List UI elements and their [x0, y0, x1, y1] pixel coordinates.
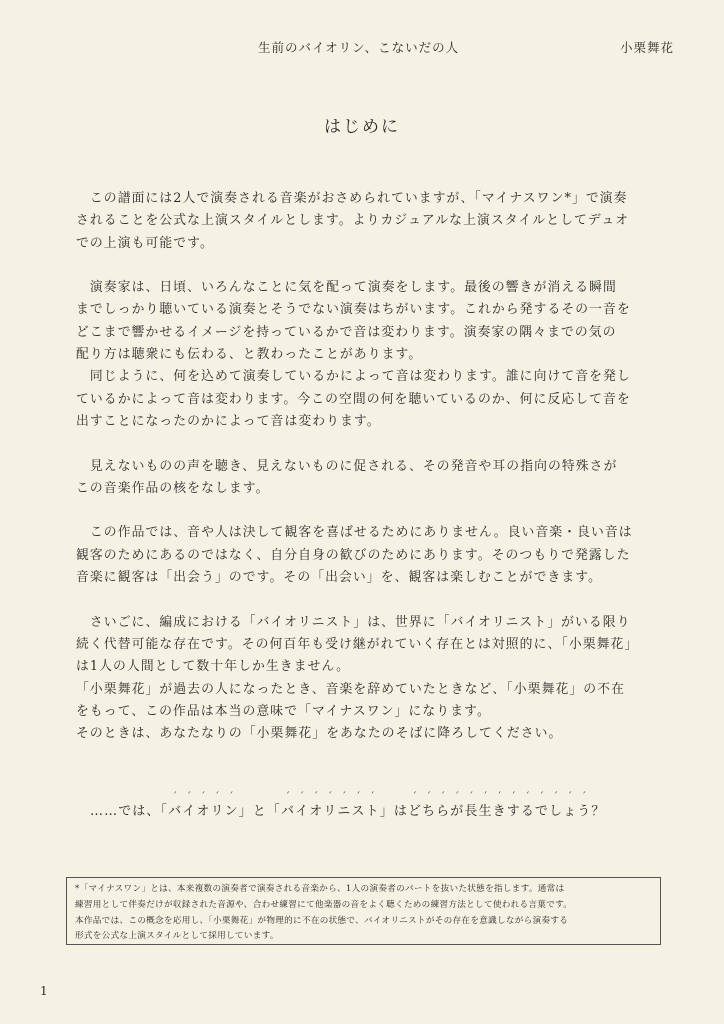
emphasized-char: ˊ イ: [295, 804, 309, 819]
body-line: 音楽に観客は「出会う」のです。その「出会い」を、観客は楽しむことができます。: [76, 570, 603, 586]
footnote-line: *「マイナスワン」とは、本来複数の演奏者で演奏される音楽から、1人の演奏者のパートを抜いた状態を指します。通常は: [75, 884, 565, 894]
footnote-line: 本作品では、この概念を応用し、「小栗舞花」が物理的に不在の状態で、バイオリニストがその存在を意識しながら演奏する: [75, 915, 569, 926]
body-line: ているかによって音は変わります。今この空間の何を聴いているのか、何に反応して音を: [76, 391, 631, 407]
body-line: 出すことになったのかによって音は変わります。: [76, 413, 381, 429]
footnote-box: [66, 877, 661, 945]
body-line: 「小栗舞花」が過去の人になったとき、音楽を辞めていたときなど、「小栗舞花」の不在: [76, 681, 625, 697]
body-line: 観客のためにあるのではなく、自分自身の歓びのためにあります。そのつもりで発露した: [76, 547, 631, 563]
question-prefix: ……では、「: [90, 804, 169, 819]
emphasized-char: ˊ ン: [225, 804, 239, 819]
body-line: この音楽作品の核をなします。: [76, 480, 270, 496]
paragraph-gap: [76, 589, 648, 611]
body-text: [76, 188, 648, 745]
emphasized-char: ˊ リ: [323, 804, 337, 819]
body-line: されることを公式な上演スタイルとします。よりカジュアルな上演スタイルとしてデュオ: [76, 213, 630, 229]
emphasized-char: ˊ ニ: [337, 804, 351, 819]
emphasized-char: ˊ バ: [168, 804, 182, 819]
emphasized-char: ˊ す: [507, 804, 521, 819]
emphasized-word-violin: [168, 804, 239, 819]
emphasized-word-violinist: [281, 804, 380, 819]
header-author: 小栗舞花: [620, 40, 675, 55]
footnote-line: 形式を公式な上演スタイルとして採用しています。: [75, 931, 279, 942]
body-line: この作品では、音や人は決して観客を喜ばせるためにありません。良い音楽・良い音は: [76, 525, 633, 541]
emphasized-char: ˊ 長: [464, 804, 478, 819]
emphasized-char: ˊ し: [549, 804, 563, 819]
body-line: までしっかり聴いている演奏とそうでない演奏はちがいます。これから発するその一音を: [76, 302, 631, 318]
body-line: 同じように、何を込めて演奏しているかによって音は変わります。誰に向けて音を発し: [76, 369, 631, 385]
emphasized-char: ˊ ら: [436, 804, 450, 819]
section-title: はじめに: [324, 117, 400, 137]
emphasized-char: ˊ ト: [366, 804, 380, 819]
emphasized-char: ˊ で: [535, 804, 549, 819]
header-title: 生前のバイオリン、こないだの人: [258, 40, 460, 55]
closing-question: [90, 800, 605, 819]
body-line: 配り方は聴衆にも伝わる、と教わったことがあります。: [76, 347, 423, 363]
paragraph-gap: [76, 255, 648, 277]
body-line: 見えないものの声を聴き、見えないものに促される、その発音や耳の指向の特殊さが: [76, 458, 618, 474]
body-line: そのときは、あなたなりの「小栗舞花」をあなたのそばに降ろしてください。: [76, 726, 563, 742]
emphasized-char: ˊ が: [450, 804, 464, 819]
question-suffix: ？: [591, 804, 606, 819]
emphasized-char: ˊ う: [577, 804, 591, 819]
emphasized-char: ˊ リ: [210, 804, 224, 819]
body-line: さいごに、編成における「バイオリニスト」は、世界に「バイオリニスト」がいる限り: [76, 614, 631, 630]
question-middle: 」と「: [238, 804, 281, 819]
body-line: をもって、この作品は本当の意味で「マイナスワン」になります。: [76, 703, 491, 719]
body-line: どこまで響かせるイメージを持っているかで音は変わります。演奏家の隅々までの気の: [76, 324, 617, 340]
emphasized-char: ˊ バ: [281, 804, 295, 819]
emphasized-char: ˊ ど: [408, 804, 422, 819]
question-mid2: 」は: [379, 804, 408, 819]
paragraph-gap: [76, 500, 648, 522]
emphasized-word-longevity: [408, 804, 591, 819]
page-number: 1: [40, 984, 48, 998]
paragraph-gap: [76, 433, 648, 455]
emphasized-char: ˊ ょ: [563, 804, 577, 819]
footnote-line: 練習用として伴奏だけが収録された音源や、合わせ練習にて他楽器の音をよく聴くための練習方法として使われる言葉です。: [75, 899, 573, 910]
emphasized-char: ˊ き: [493, 804, 507, 819]
emphasized-char: ˊ オ: [196, 804, 210, 819]
emphasized-char: ˊ イ: [182, 804, 196, 819]
body-line: この譜面には2人で演奏される音楽がおさめられていますが、「マイナスワン*」で演奏: [76, 191, 628, 206]
emphasized-char: ˊ ス: [352, 804, 366, 819]
body-line: は1人の人間として数十年しか生きません。: [76, 659, 351, 675]
emphasized-char: ˊ オ: [309, 804, 323, 819]
body-line: 続く代替可能な存在です。その何百年も受け継がれていく存在とは対照的に、「小栗舞花」: [76, 636, 639, 652]
emphasized-char: ˊ ち: [422, 804, 436, 819]
emphasized-char: ˊ る: [521, 804, 535, 819]
body-line: での上演も可能です。: [76, 235, 214, 251]
emphasized-char: ˊ 生: [478, 804, 492, 819]
body-line: 演奏家は、日頃、いろんなことに気を配って演奏をします。最後の響きが消える瞬間: [76, 280, 617, 296]
